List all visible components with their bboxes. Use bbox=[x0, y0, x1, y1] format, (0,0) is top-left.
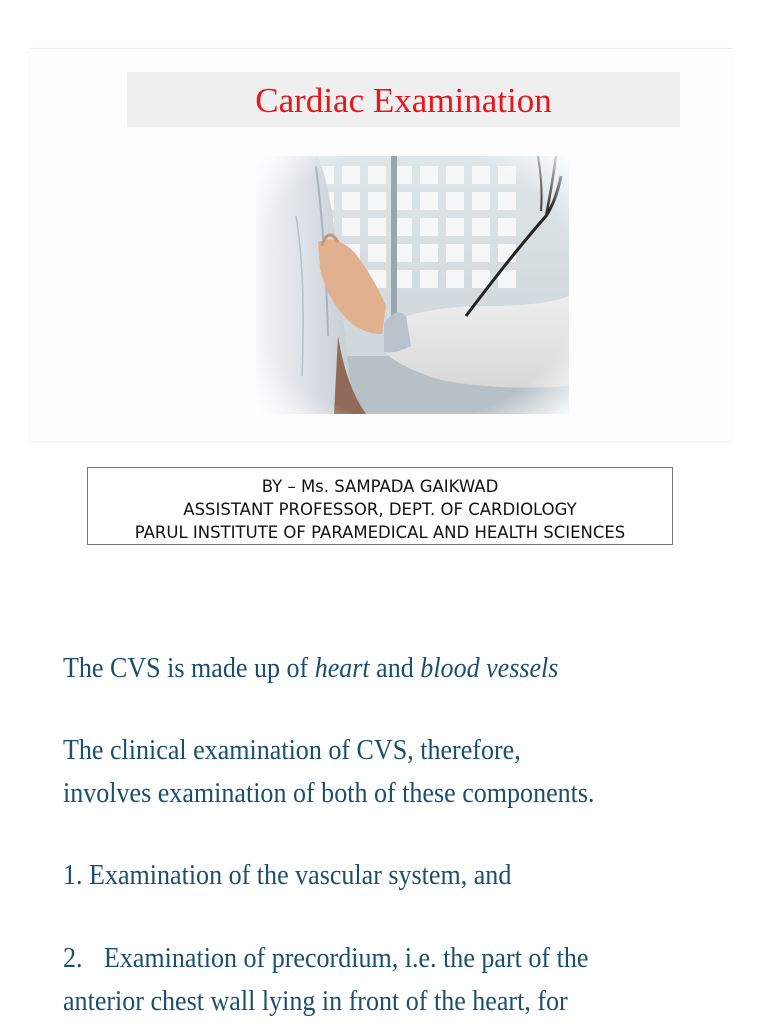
author-institute: PARUL INSTITUTE OF PARAMEDICAL AND HEALTH SCIENCES bbox=[134, 523, 626, 542]
photo-illustration bbox=[256, 156, 569, 414]
author-title: ASSISTANT PROFESSOR, DEPT. OF CARDIOLOGY bbox=[183, 500, 577, 519]
cut-off-text bbox=[63, 1014, 363, 1024]
cvs-definition bbox=[63, 647, 558, 690]
list-item-vascular: 1. Examination of the vascular system, and bbox=[63, 860, 512, 891]
term-heart: heart bbox=[314, 653, 370, 684]
clinical-exam-paragraph bbox=[63, 729, 595, 815]
term-blood-vessels: blood vessels bbox=[420, 653, 559, 684]
cvs-definition-and: and bbox=[369, 653, 421, 684]
clinical-line-1: The clinical examination of CVS, therefore, bbox=[63, 735, 521, 766]
author-byline bbox=[87, 467, 673, 545]
list-item-precordium bbox=[63, 937, 588, 1023]
precordium-text-1: Examination of precordium, i.e. the part of the bbox=[103, 943, 589, 974]
author-name: BY – Ms. SAMPADA GAIKWAD bbox=[261, 477, 499, 496]
precordium-line-1 bbox=[63, 937, 588, 980]
clinical-line-2: involves examination of both of these components. bbox=[63, 778, 595, 809]
title-banner bbox=[127, 72, 680, 127]
cvs-definition-prefix: The CVS is made up of bbox=[63, 653, 315, 684]
list-number: 2. bbox=[63, 943, 83, 974]
precordium-line-2: anterior chest wall lying in front of the heart, for bbox=[63, 986, 568, 1017]
slide-title: Cardiac Examination bbox=[255, 81, 552, 120]
stethoscope-exam-photo bbox=[256, 156, 569, 414]
